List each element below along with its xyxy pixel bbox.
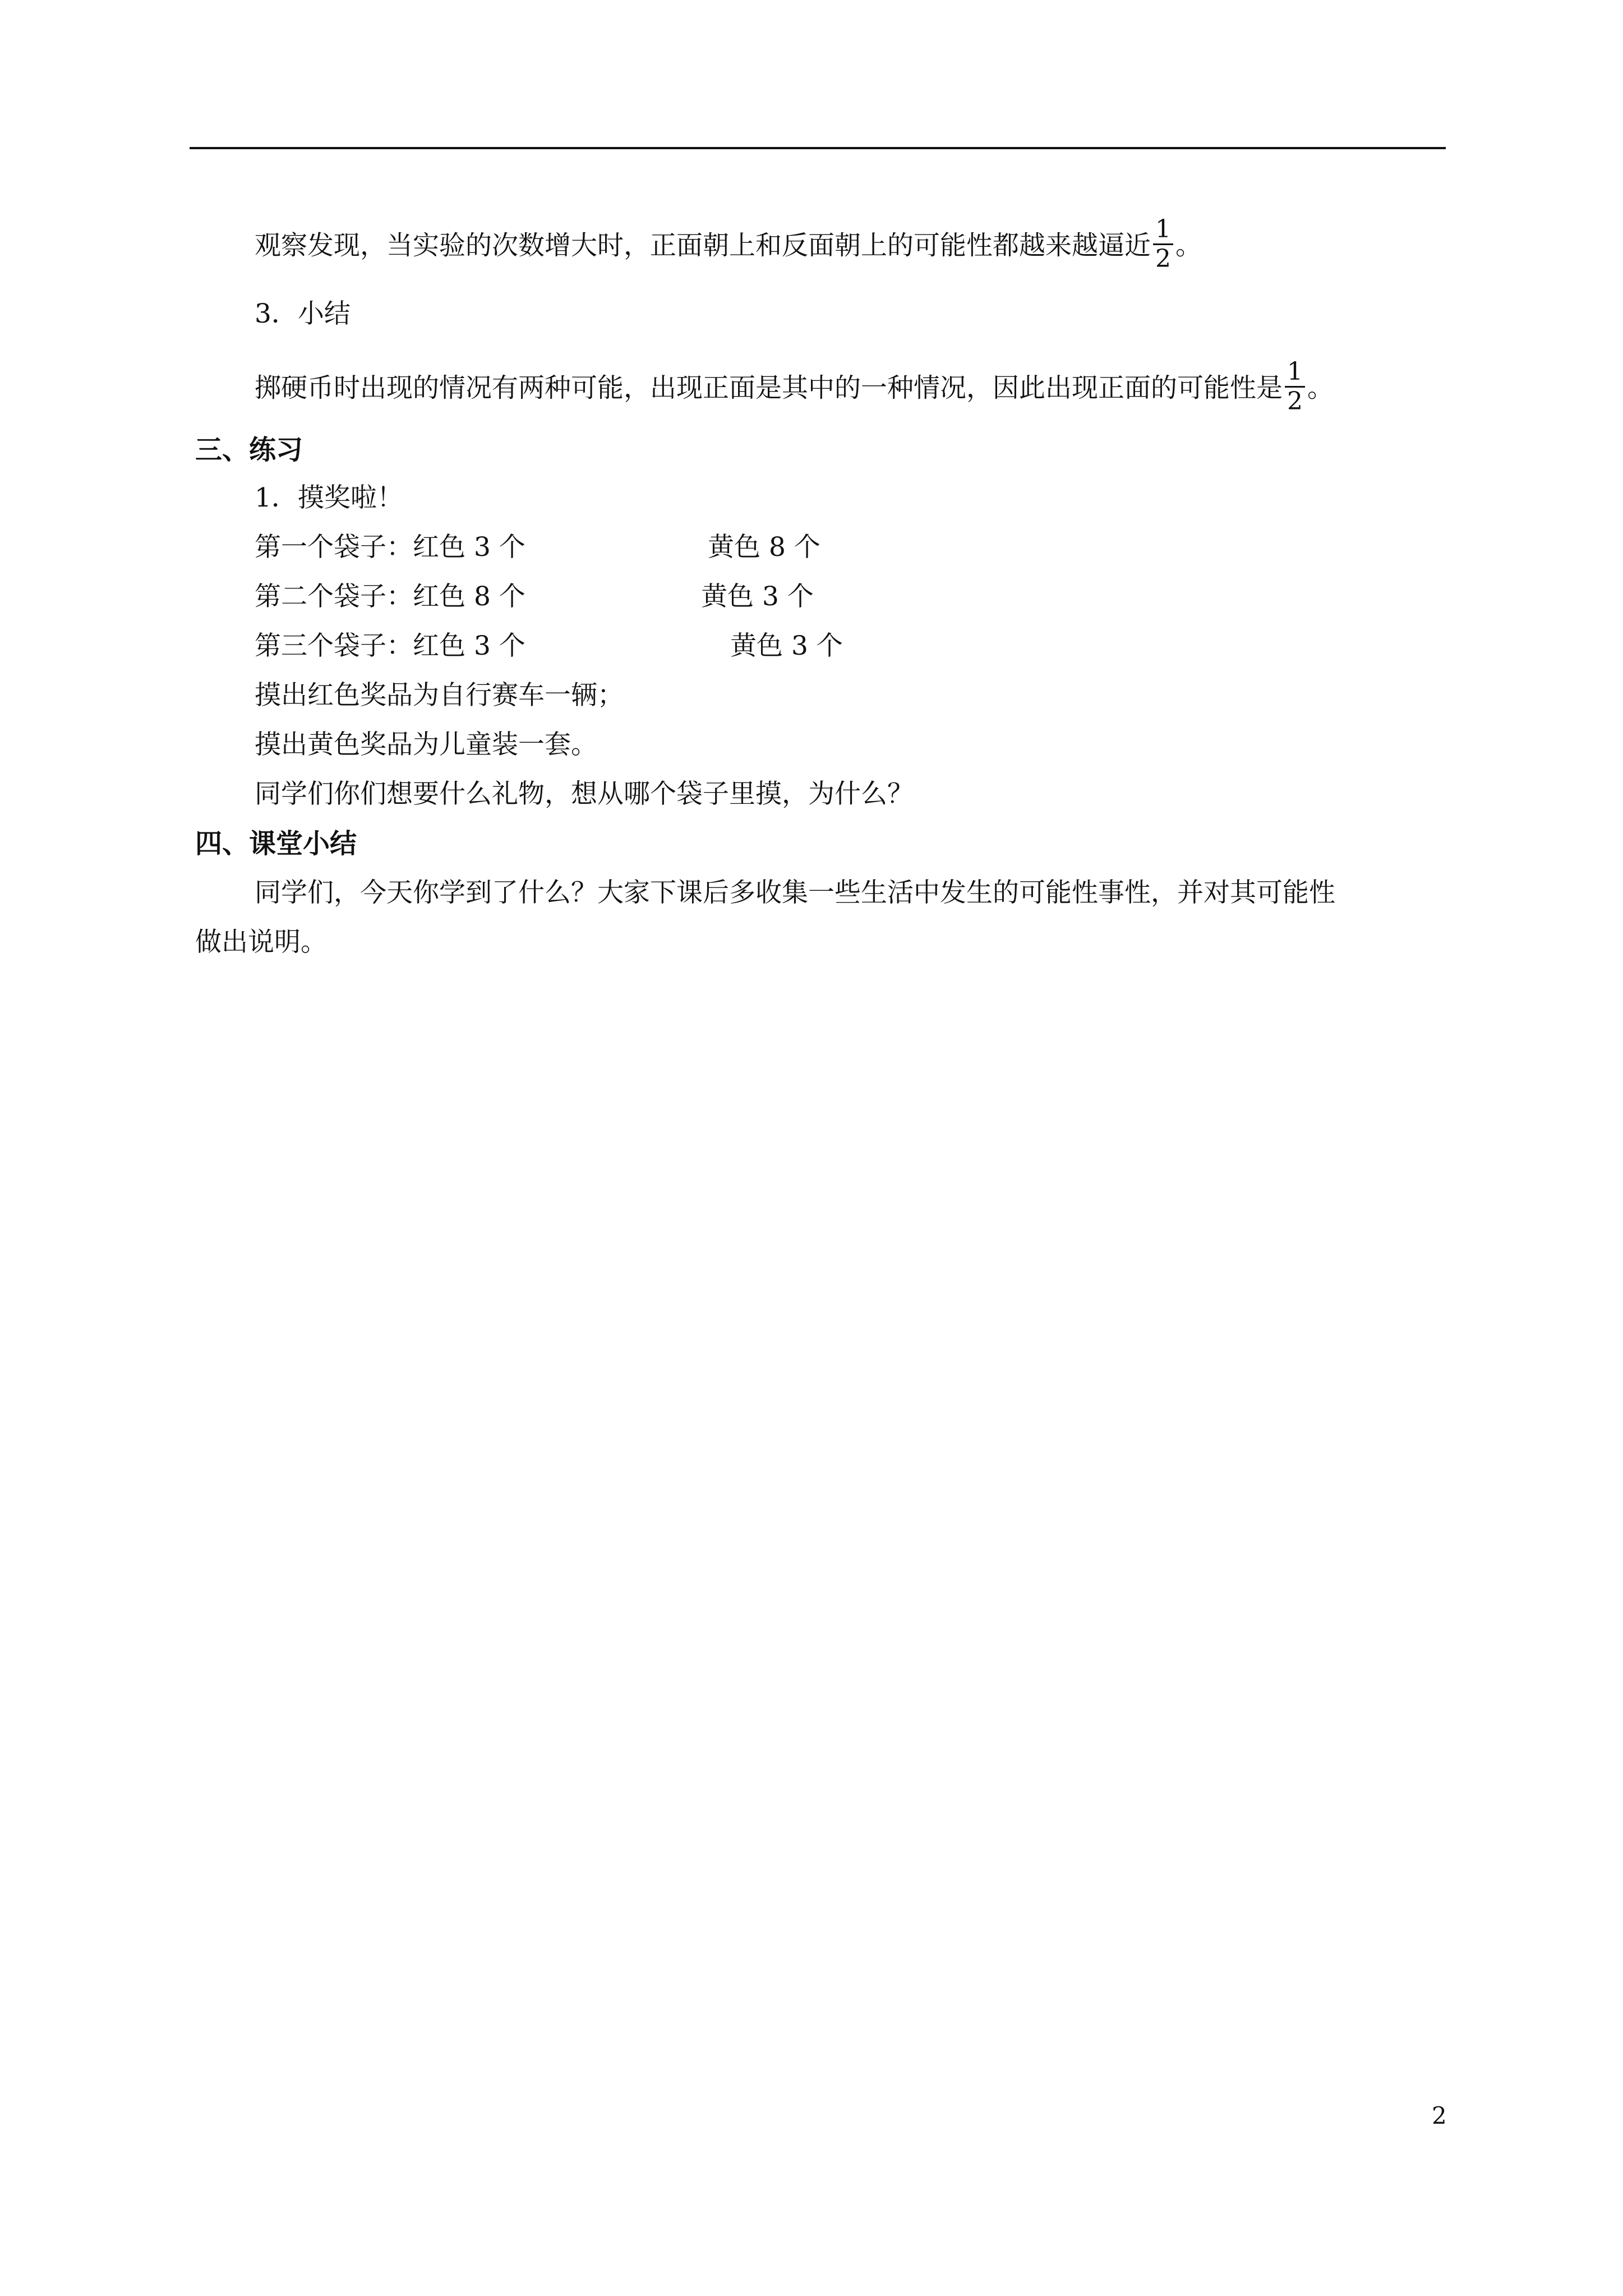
prize-red-text: 摸出红色奖品为自行赛车一辆； [255,680,624,711]
fraction-one-half [1285,358,1305,416]
section-heading-practice: 三、练习 [195,434,303,466]
practice-item-title: 1．摸奖啦！ [255,482,403,513]
summary-text: 掷硬币时出现的情况有两种可能，出现正面是其中的一种情况，因此出现正面的可能性是 [255,372,1283,404]
summary-title: 3．小结 [255,298,351,329]
fraction-one-half [1153,215,1173,273]
class-summary-line-2: 做出说明。 [195,927,327,958]
fraction-numerator: 1 [1285,358,1305,388]
bag-3-red: 第三个袋子：红色 3 个 [255,631,525,661]
header-rule [190,147,1446,149]
observation-text: 观察发现，当实验的次数增大时，正面朝上和反面朝上的可能性都越来越逼近 [255,230,1151,261]
summary-paragraph [255,357,1334,419]
class-summary-line-1: 同学们，今天你学到了什么？大家下课后多收集一些生活中发生的可能性事性，并对其可能性 [255,877,1335,908]
fraction-numerator: 1 [1153,215,1173,245]
fraction-denominator: 2 [1155,245,1171,273]
prize-yellow-text: 摸出黄色奖品为儿童装一套。 [255,729,597,760]
summary-period: 。 [1307,372,1334,404]
section-heading-class-summary: 四、课堂小结 [195,828,357,859]
bag-2-red: 第二个袋子：红色 8 个 [255,581,525,612]
bag-1-yellow: 黄色 8 个 [708,532,820,563]
fraction-denominator: 2 [1287,387,1303,416]
practice-question: 同学们你们想要什么礼物，想从哪个袋子里摸，为什么？ [255,779,914,809]
bag-2-yellow: 黄色 3 个 [701,581,814,612]
observation-paragraph [255,215,1202,277]
bag-3-yellow: 黄色 3 个 [730,631,843,661]
page-number: 2 [1432,2102,1447,2129]
bag-1-red: 第一个袋子：红色 3 个 [255,532,525,563]
observation-period: 。 [1175,230,1202,261]
